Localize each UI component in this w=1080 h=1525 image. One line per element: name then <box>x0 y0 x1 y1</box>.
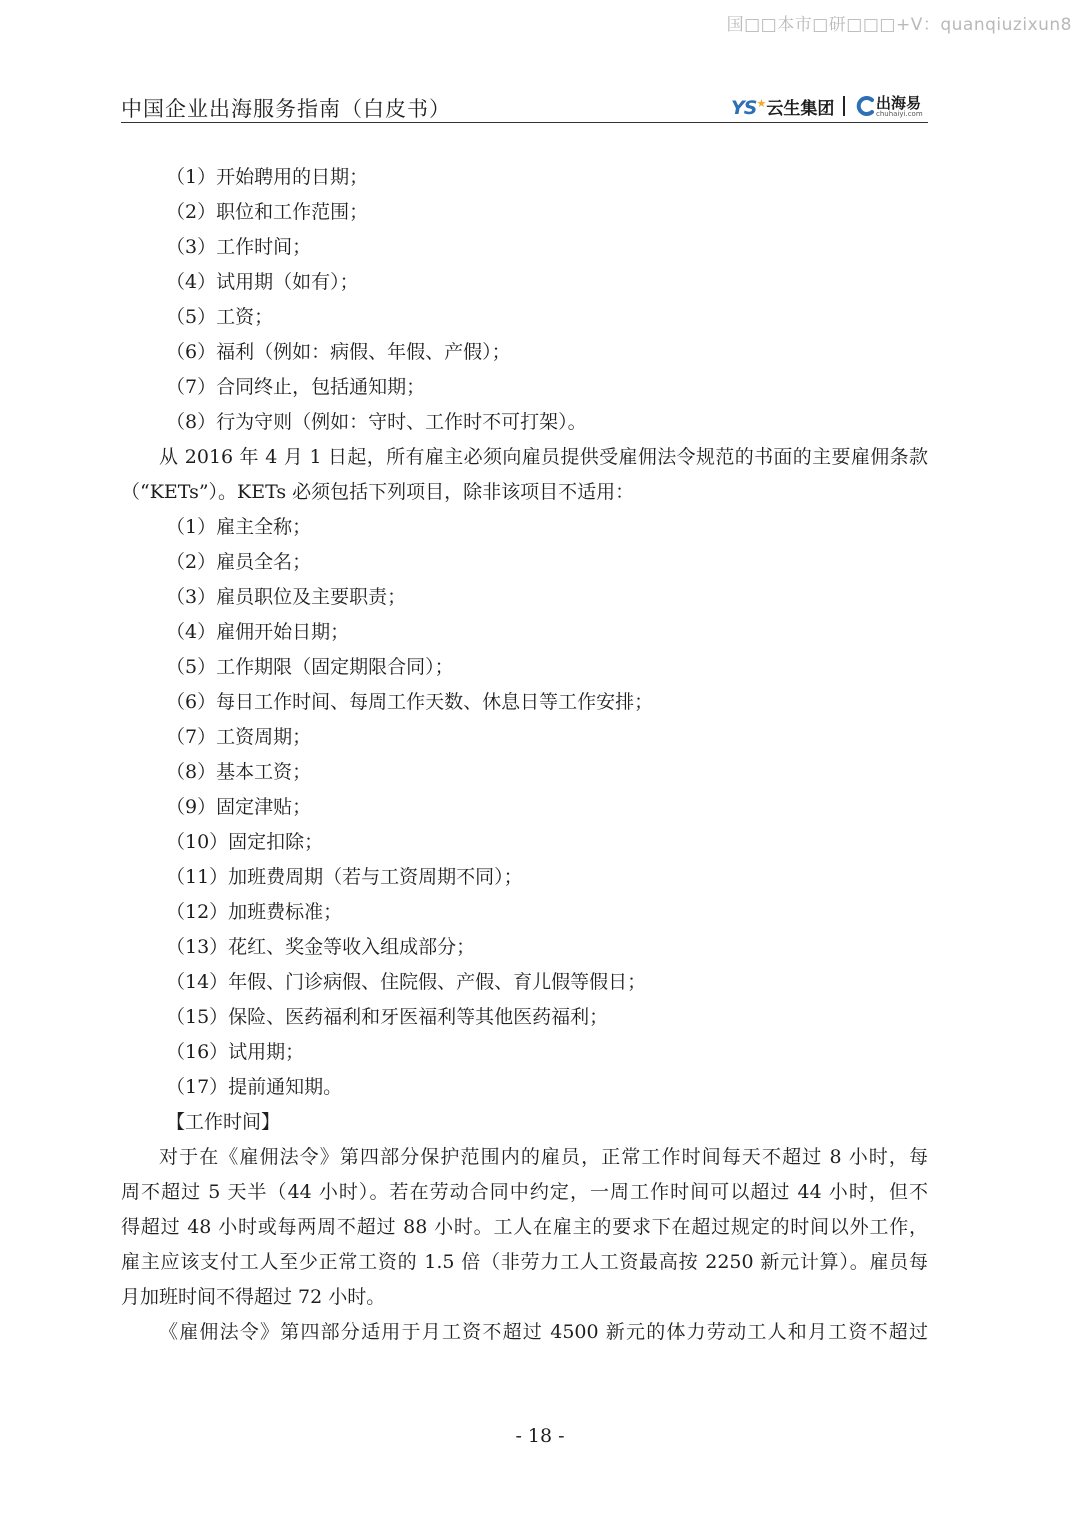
list-item: （4）雇佣开始日期； <box>166 621 350 643</box>
list-item: （10）固定扣除； <box>166 831 324 853</box>
paragraph-line: 得超过 48 小时或每两周不超过 88 小时。工人在雇主的要求下在超过规定的时间以外工作， <box>121 1216 928 1238</box>
contract-items-list <box>121 160 928 440</box>
list-item: （7）工资周期； <box>166 726 312 748</box>
star-icon: ★ <box>756 97 767 110</box>
list-item: （15）保险、医药福利和牙医福利等其他医药福利； <box>166 1006 609 1028</box>
chuhaiyi-logo <box>855 92 929 120</box>
page-number: - 18 - <box>515 1425 565 1447</box>
list-item: （5）工作期限（固定期限合同）； <box>166 656 454 678</box>
watermark-text: 国□□本市□研□□□+V：quanqiuzixun8 <box>726 15 1072 35</box>
paragraph-line: （“KETs”）。KETs 必须包括下列项目，除非该项目不适用： <box>121 481 635 503</box>
applicability-paragraph <box>121 1315 928 1350</box>
list-item: （17）提前通知期。 <box>166 1076 343 1098</box>
list-item: （11）加班费周期（若与工资周期不同）； <box>166 866 523 888</box>
list-item: （13）花红、奖金等收入组成部分； <box>166 936 476 958</box>
paragraph-line: 《雇佣法令》第四部分适用于月工资不超过 4500 新元的体力劳动工人和月工资不超过 <box>159 1321 928 1343</box>
list-item: （14）年假、门诊病假、住院假、产假、育儿假等假日； <box>166 971 647 993</box>
kets-paragraph <box>121 440 928 510</box>
paragraph-line: 对于在《雇佣法令》第四部分保护范围内的雇员，正常工作时间每天不超过 8 小时，每 <box>159 1146 928 1168</box>
list-item: （3）雇员职位及主要职责； <box>166 586 407 608</box>
logo-divider <box>843 96 845 116</box>
paragraph-line: 周不超过 5 天半（44 小时）。若在劳动合同中约定，一周工作时间可以超过 44 小时，但不 <box>121 1181 928 1203</box>
list-item: （2）雇员全名； <box>166 551 312 573</box>
ys-logo-name: 云生集团 <box>766 99 835 119</box>
list-item: （9）固定津贴； <box>166 796 312 818</box>
page-header <box>121 92 928 123</box>
c-logo-icon <box>855 95 877 117</box>
paragraph-line: 从 2016 年 4 月 1 日起，所有雇主必须向雇员提供受雇佣法令规范的书面的主要雇佣条款 <box>159 446 928 468</box>
yunsheng-group-logo <box>731 94 834 119</box>
section-heading: 【工作时间】 <box>166 1111 281 1133</box>
paragraph-line: 月加班时间不得超过 72 小时。 <box>121 1286 386 1308</box>
list-item: （6）每日工作时间、每周工作天数、休息日等工作安排； <box>166 691 654 713</box>
list-item: （3）工作时间； <box>166 236 312 258</box>
list-item: （12）加班费标准； <box>166 901 343 923</box>
page-body <box>121 160 928 1350</box>
chy-logo-name: 出海易 <box>876 94 922 112</box>
chy-logo-url: chuhaiyi.com <box>876 110 923 118</box>
document-title: 中国企业出海服务指南（白皮书） <box>121 97 451 121</box>
list-item: （4）试用期（如有）； <box>166 271 359 293</box>
paragraph-line: 雇主应该支付工人至少正常工资的 1.5 倍（非劳力工人工资最高按 2250 新元计算）。雇员每 <box>121 1251 928 1273</box>
list-item: （8）基本工资； <box>166 761 312 783</box>
kets-items-list <box>121 510 928 1105</box>
list-item: （7）合同终止，包括通知期； <box>166 376 426 398</box>
list-item: （5）工资； <box>166 306 274 328</box>
list-item: （16）试用期； <box>166 1041 305 1063</box>
list-item: （8）行为守则（例如：守时、工作时不可打架）。 <box>166 411 587 433</box>
ys-logo-mark: YS <box>731 97 757 119</box>
list-item: （1）开始聘用的日期； <box>166 166 369 188</box>
list-item: （2）职位和工作范围； <box>166 201 369 223</box>
list-item: （6）福利（例如：病假、年假、产假）； <box>166 341 511 363</box>
list-item: （1）雇主全称； <box>166 516 312 538</box>
working-hours-paragraph <box>121 1140 928 1315</box>
